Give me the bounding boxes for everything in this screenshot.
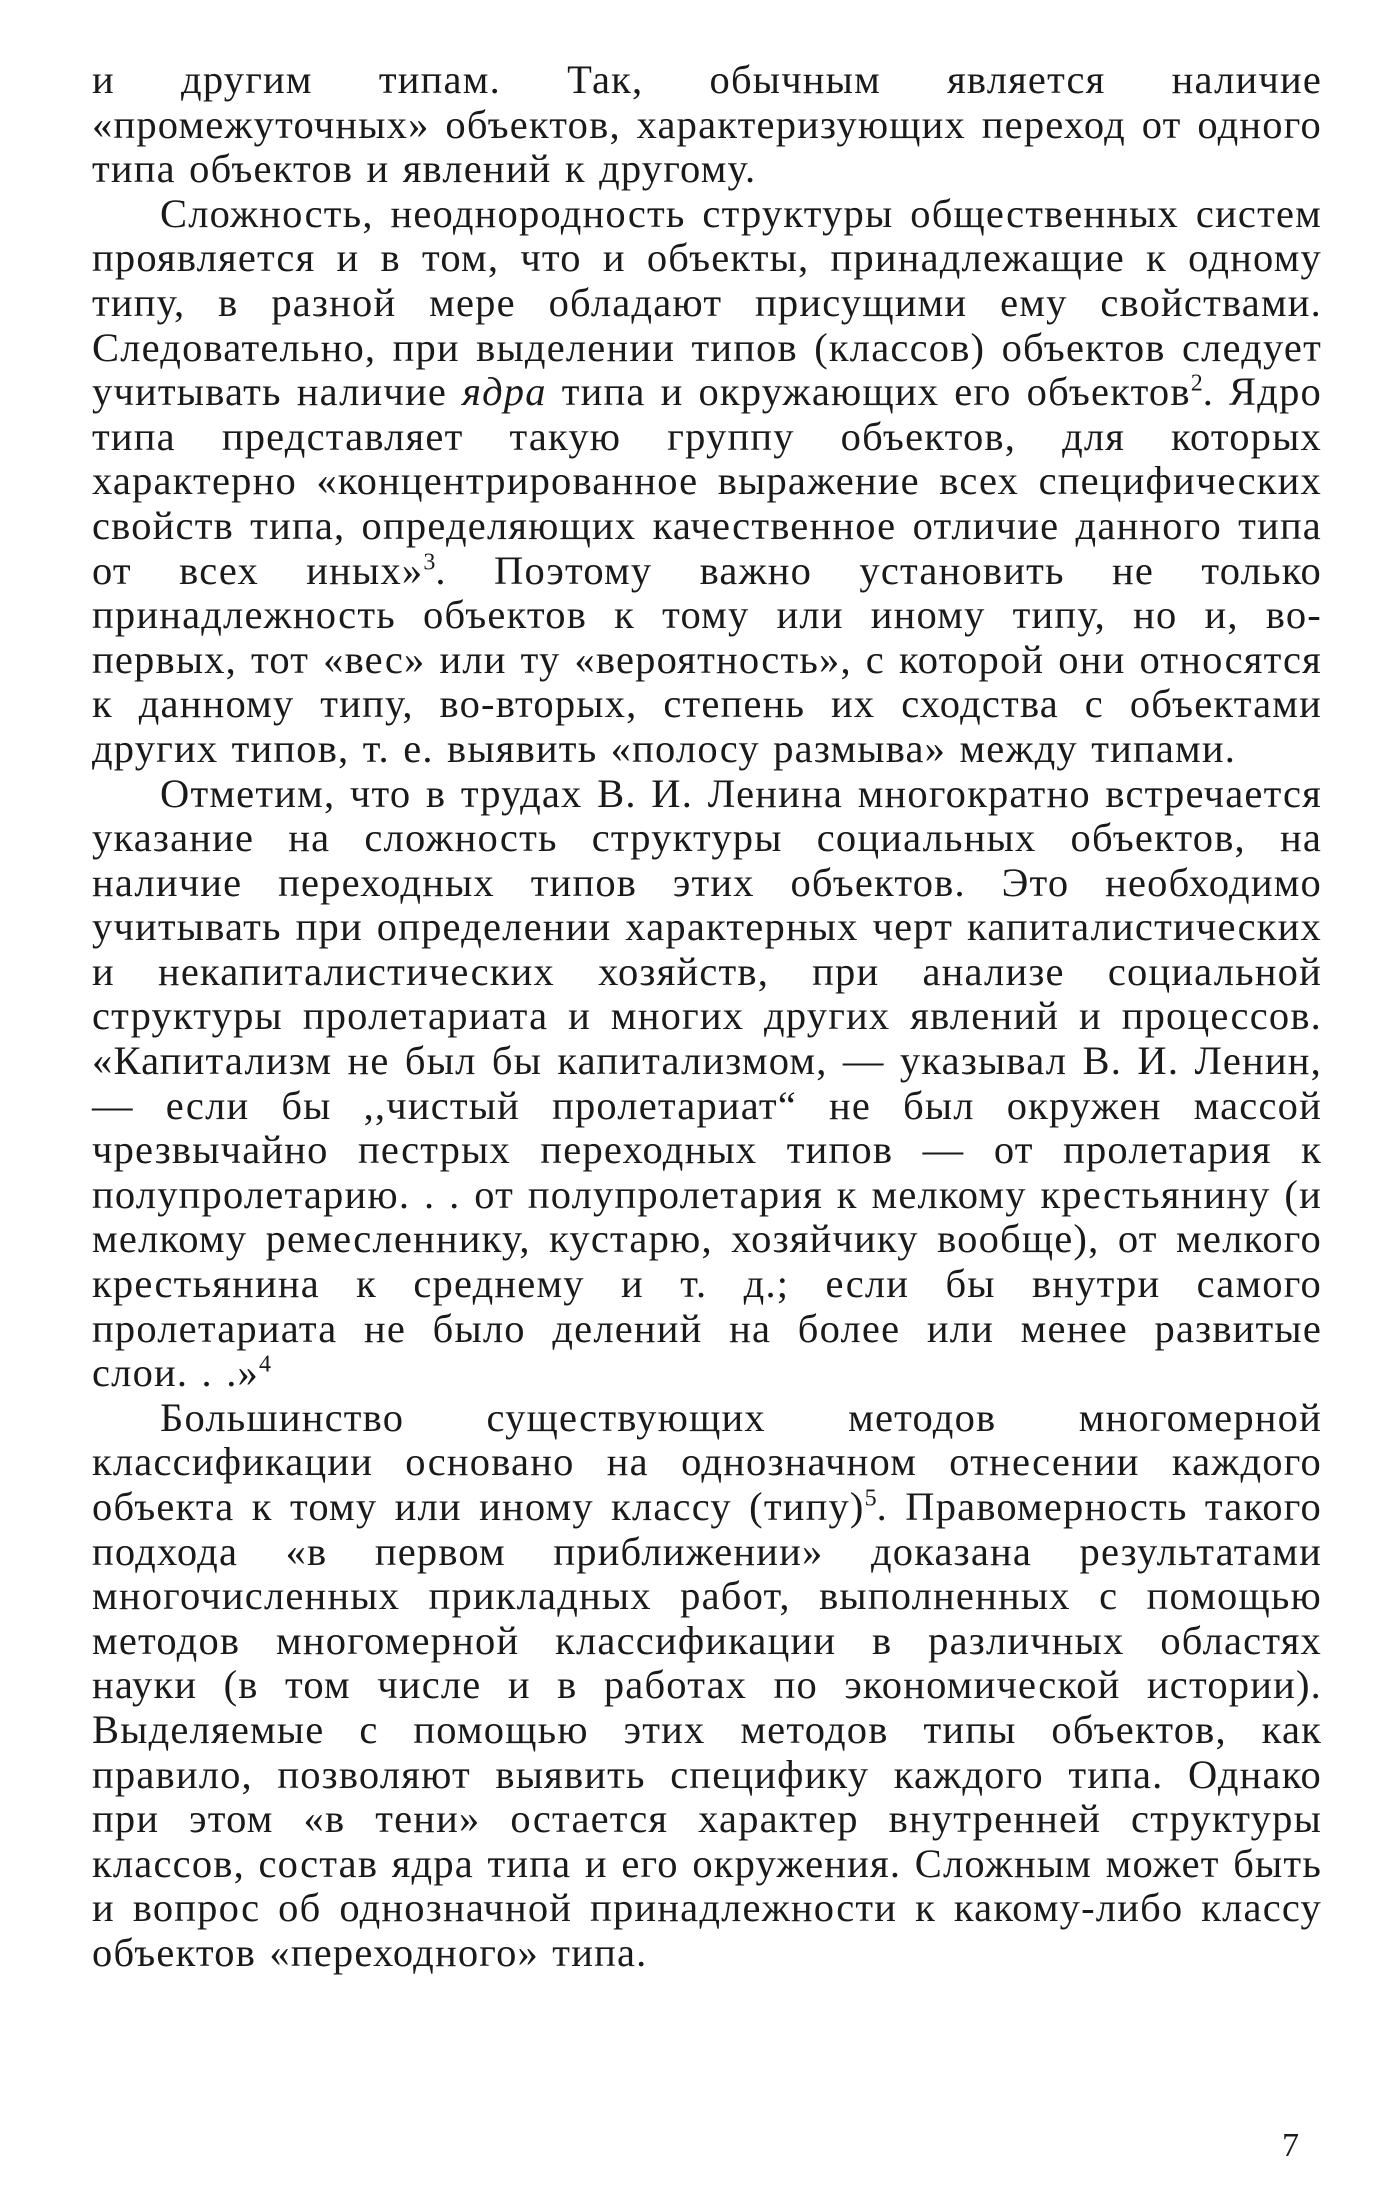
page-number: 7 — [1282, 2127, 1299, 2164]
text-run: типа и окружающих его объектов — [546, 369, 1191, 415]
paragraph — [92, 1396, 1322, 1976]
text-run: . Правомерность такого подхода «в первом приближении» доказана результатами многочисленных прикладных работ, выполненных с помощью методов многомерной классификации в различных областях науки (в том числе и в работах по экономической истории). Выделяемые с помощью этих методов типы объектов, как правило, позволяют выявить специфику каждого типа. Однако при этом «в тени» остается характер внутренней структуры классов, состав ядра типа и его окружения. Сложным может быть и вопрос об однозначной принадлежности к какому-либо классу объектов «переходного» типа. — [92, 1484, 1322, 1975]
book-page — [92, 58, 1322, 1976]
paragraph — [92, 192, 1322, 772]
footnote-marker: 5 — [864, 1485, 877, 1512]
footnote-marker: 3 — [423, 549, 436, 576]
text-run: Сложность, неоднородность структуры общественных систем проявляется и в том, что и объекты, принадлежащие к одному типу, в разной мере обладают присущими ему свойствами. Следовательно, при выделении типов (классов) объектов следует учитывать наличие — [92, 190, 1322, 415]
emphasized-text: ядра — [462, 369, 547, 415]
text-run: Большинство существующих методов многомерной классификации основано на однозначном отнесении каждого объекта к тому или иному классу (типу) — [92, 1394, 1322, 1529]
body-text — [92, 58, 1322, 1976]
footnote-marker: 2 — [1190, 370, 1203, 397]
paragraph — [92, 772, 1322, 1396]
text-run: . Поэтому важно установить не только принадлежность объектов к тому или иному типу, но и, во-первых, тот «вес» или ту «вероятность», с которой они относятся к данному типу, во-вторых, степень их сходства с объектами других типов, т. е. выявить «полосу размыва» между типами. — [92, 547, 1322, 771]
text-run: . Ядро типа представляет такую группу объектов, для которых характерно «концентрированное выражение всех специфических свойств типа, определяющих качественное отличие данного типа от всех иных» — [92, 369, 1322, 593]
text-run: и другим типам. Так, обычным является наличие «промежуточных» объектов, характеризующих переход от одного типа объектов и явлений к другому. — [92, 57, 1322, 192]
paragraph — [92, 58, 1322, 192]
footnote-marker: 4 — [259, 1351, 271, 1378]
text-run: Отметим, что в трудах В. И. Ленина многократно встречается указание на сложность структуры социальных объектов, на наличие переходных типов этих объектов. Это необходимо учитывать при определении характерных черт капиталистических и некапиталистических хозяйств, при анализе социальной структуры пролетариата и многих других явлений и процессов. «Капитализм не был бы капитализмом, — указывал В. И. Ленин, — если бы ,,чистый пролетариат“ не был окружен массой чрезвычайно пестрых переходных типов — от пролетария к полупролетарию. . . от полупролетария к мелкому крестьянину (и мелкому ремесленнику, кустарю, хозяйчику вообще), от мелкого крестьянина к среднему и т. д.; если бы внутри самого пролетариата не было делений на более или менее развитые слои. . .» — [92, 770, 1322, 1396]
